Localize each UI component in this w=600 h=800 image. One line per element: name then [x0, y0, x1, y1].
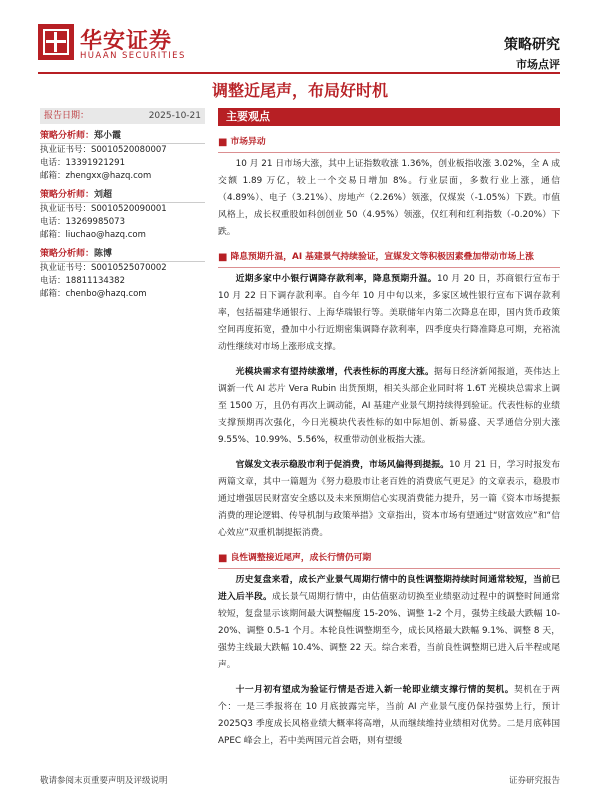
analyst-email: 邮箱：chenbo@hazq.com [40, 289, 147, 299]
analyst-name-row [40, 189, 205, 203]
report-header [0, 0, 600, 74]
analyst-phone: 电话：18811134382 [40, 276, 125, 286]
analyst-name: 郑小霞 [94, 131, 122, 141]
section-title-text: 市场异动 [230, 137, 266, 147]
main-content [218, 130, 560, 758]
paragraph-text: 10 月 21 日市场大涨，其中上证指数收涨 1.36%，创业板指收涨 3.02%，全 A 成交额 1.89 万亿，较上一个交易日增加 8%。行业层面，多数行业上涨，通信（4.89%）、电子（3.21%）、房地产（2.26%）领涨，仅煤炭（-1.05%）下跌。市值风格上，成长权重股如科创创业 50（4.95%）领涨，仅红利和红利指数（-0.20%）下跌。 [218, 159, 560, 237]
paragraph-lead: 历史复盘来看，成长产业景气周期行情中的良性调整期持续时间通常较短，当前已进入后半段。 [218, 575, 560, 602]
section-divider [218, 568, 560, 569]
date-label: 报告日期： [44, 111, 90, 121]
analyst-email: 邮箱：liuchao@hazq.com [40, 230, 146, 240]
brand-name-cn: 华安证券 [80, 28, 173, 54]
report-subcategory: 市场点评 [516, 58, 560, 71]
date-value: 2025-10-21 [148, 111, 201, 121]
page-footer [40, 774, 560, 786]
section-bullet-icon: ■ [218, 553, 228, 564]
disclaimer-note: 敬请参阅末页重要声明及评级说明 [40, 776, 168, 786]
analyst-role: 策略分析师： [40, 249, 95, 259]
analyst-block [40, 130, 205, 183]
analyst-name-row [40, 130, 205, 144]
analyst-cert: 执业证书号：S0010525070002 [40, 263, 167, 273]
report-category: 策略研究 [504, 37, 560, 53]
section-title [218, 550, 560, 567]
paragraph-text: 契机在于两个：一是三季报将在 10 月底披露完毕，当前 AI 产业景气度仍保持强势上行，预计 2025Q3 季度成长风格业绩大概率将高增，从而继续维持业绩相对优势。二是月底韩国 APEC 峰会上，若中美两国元首会晤，则有望缓 [218, 685, 560, 746]
paragraph-text: 10 月 20 日，苏商银行宣布于 10 月 22 日下调存款利率。自今年 10 月中旬以来，多家区域性银行宣布下调存款利率，包括福建华通银行、上海华瑞银行等。美联储年内第二次降息在即，国内货币政策空间再度拓宽，叠加中小行近期密集调降存款利率，四季度央行降准降息可期，充裕流动性继续对市场上涨形成支撑。 [218, 274, 560, 352]
paragraph-lead: 光模块需求有望持续激增，代表性标的再度大涨。 [235, 367, 434, 377]
analyst-name-row [40, 248, 205, 262]
section-bullet-icon: ■ [218, 252, 228, 263]
report-date [40, 108, 205, 124]
paragraph-text: 据每日经济新闻报道，英伟达上调新一代 AI 芯片 Vera Rubin 出货预期，相关头部企业同时将 1.6T 光模块总需求上调至 1500 万，且仍有再次上调动能，AI 基建产业景气期持续得到验证。代表性标的业绩支撑预期再次强化，今日光模块代表性标的如中际旭创、新易盛、天孚通信分别大涨 9.55%、10.99%、5.56%，权重带动创业板指大涨。 [218, 367, 560, 445]
section-divider [218, 152, 560, 153]
paragraph [218, 457, 560, 542]
paragraph-lead: 近期多家中小银行调降存款利率，降息预期升温。 [235, 274, 437, 284]
analyst-role: 策略分析师： [40, 190, 95, 200]
paragraph [218, 156, 560, 241]
analyst-name: 刘超 [94, 190, 113, 200]
paragraph-lead: 官媒发文表示稳股市利于促消费，市场风偏得到提振。 [235, 460, 449, 470]
brand-logo-icon [38, 24, 74, 60]
analyst-name: 陈博 [94, 249, 113, 259]
section-title [218, 249, 560, 266]
report-title: 调整近尾声，布局好时机 [211, 81, 388, 100]
analyst-role: 策略分析师： [40, 131, 95, 141]
paragraph [218, 682, 560, 750]
paragraph-lead: 十一月初有望成为验证行情是否进入新一轮即业绩支撑行情的契机。 [235, 685, 515, 695]
analyst-block [40, 189, 205, 242]
paragraph-text: 成长景气周期行情中，由估值驱动切换至业绩驱动过程中的调整时间通常较短，复盘显示该期间最大调整幅度 15-20%、调整 1-2 个月，强势主线最大跌幅 10-20%、调整 0.5-1 个月。本轮良性调整期至今，成长风格最大跌幅 9.1%、调整 8 天，强势主线最大跌幅 10.4%、调整 22 天。综合来看，当前良性调整期已进入后半程或尾声。 [218, 592, 560, 670]
report-type: 证券研究报告 [508, 776, 560, 786]
analyst-cert: 执业证书号：S0010520090001 [40, 204, 167, 214]
section-bullet-icon: ■ [218, 137, 228, 148]
main-points-heading: 主要观点 [218, 108, 560, 126]
analyst-phone: 电话：13391921291 [40, 158, 125, 168]
paragraph [218, 572, 560, 674]
paragraph [218, 364, 560, 449]
sidebar [40, 108, 205, 301]
header-divider [38, 72, 560, 74]
analyst-block [40, 248, 205, 301]
analyst-phone: 电话：13269985073 [40, 217, 125, 227]
section-title [218, 134, 560, 151]
brand-name-en: HUAAN SECURITIES [80, 51, 186, 61]
analyst-cert: 执业证书号：S0010520080007 [40, 145, 167, 155]
paragraph-text: 10 月 21 日，学习时报发布两篇文章，其中一篇题为《努力稳股市让老百姓的消费底气更足》的文章表示，稳股市通过增强居民财富安全感以及未来预期信心实现消费能力提升，另一篇《资本市场提振消费的理论逻辑、传导机制与政策举措》文章指出，资本市场有望通过“财富效应”和“信心效应”双重机制提振消费。 [218, 460, 560, 538]
paragraph [218, 271, 560, 356]
analyst-email: 邮箱：zhengxx@hazq.com [40, 171, 152, 181]
section-title-text: 良性调整接近尾声，成长行情仍可期 [230, 553, 372, 563]
section-divider [218, 267, 560, 268]
section-title-text: 降息预期升温，AI 基建景气持续验证，宣媒发文等积极因素叠加带动市场上涨 [230, 252, 534, 262]
